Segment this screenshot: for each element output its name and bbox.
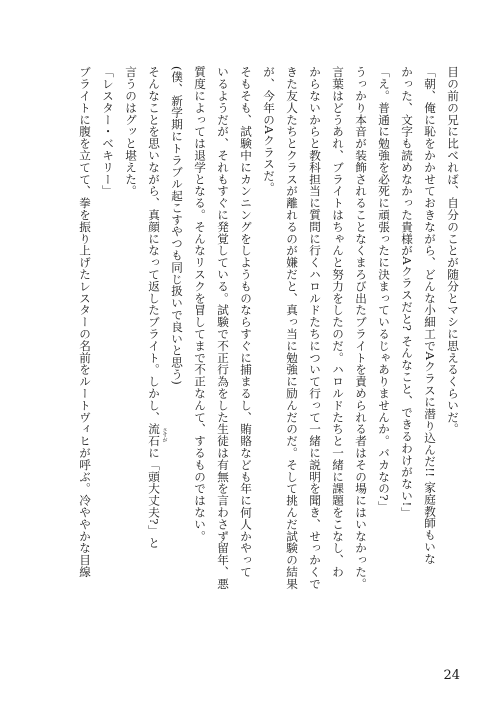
text-line-3: かった、文字も読めなかった貴様がAクラスだと? そんなこと、できるわけがない!」: [400, 66, 414, 519]
text-line-2: 「朝、俺に恥をかかせておきながら、どんな小細工でAクラスに潜り込んだ!! 家庭教師もいな: [423, 66, 437, 565]
text-line-5: うっかり本音が装飾されることなくまろび出たブライトを責められる者はその場にはいなかった。: [354, 66, 368, 590]
text-line-13: (僕、新学期にトラブル起こすやつも同じ扱いで良いと思う): [170, 66, 184, 386]
text-line-14-after: に「頭大丈夫?」と: [147, 446, 161, 549]
text-line-11: いるようだが、それもすぐに発覚している。試験で不正行為をした生徒は有無を言わさず留年、悪: [216, 66, 230, 590]
text-line-14-before: そんなことを思いながら、真顔になって返したブライト。しかし、: [147, 66, 161, 423]
text-line-6: 言葉はどうあれ、ブライトはちゃんと努力をしたのだ。ハロルドたちと一緒に課題をこなし、わ: [331, 66, 345, 578]
text-line-4: 「え。普通に勉強を必死に頑張ったに決まっているじゃありませんか。バカなの?」: [377, 66, 391, 513]
text-line-16: 「レスター・ベキリー」: [101, 66, 115, 197]
text-line-9: が、今年のAクラスだ。: [262, 66, 276, 194]
text-line-10: そもそも、試験中にカンニングをしようものならすぐに捕まるし、賄賂なども年に何人かやって: [239, 66, 253, 578]
ruby-base-text: 流石: [147, 423, 161, 447]
text-line-14: [142, 66, 168, 636]
ruby-word: [147, 423, 168, 447]
text-line-8: きた友人たちとクラスが離れるのが嫌だと、真っ当に勉強に励んだのだ。そして挑んだ試験の結果: [285, 66, 299, 590]
text-line-1: 目の前の兄に比べれば、自分のことが随分とマシに思えるくらいだ。: [446, 66, 460, 435]
furigana: さすが: [161, 427, 168, 443]
page-number: 24: [443, 668, 460, 683]
text-line-12: 質度によっては退学となる。そんなリスクを冒してまで不正なんて、するものではない。: [193, 66, 207, 542]
text-line-7: からないからと教科担当に質問に行くハロルドたちについて行って一緒に説明を聞き、せっかくで: [308, 66, 322, 590]
text-line-15: 言うのはグッと堪えた。: [124, 66, 138, 197]
novel-text-block: [34, 66, 464, 636]
text-line-17: ブライトに腹を立てて、拳を振り上げたレスターの名前をルートヴィヒが呼ぶ。冷ややかな目線: [78, 66, 92, 578]
